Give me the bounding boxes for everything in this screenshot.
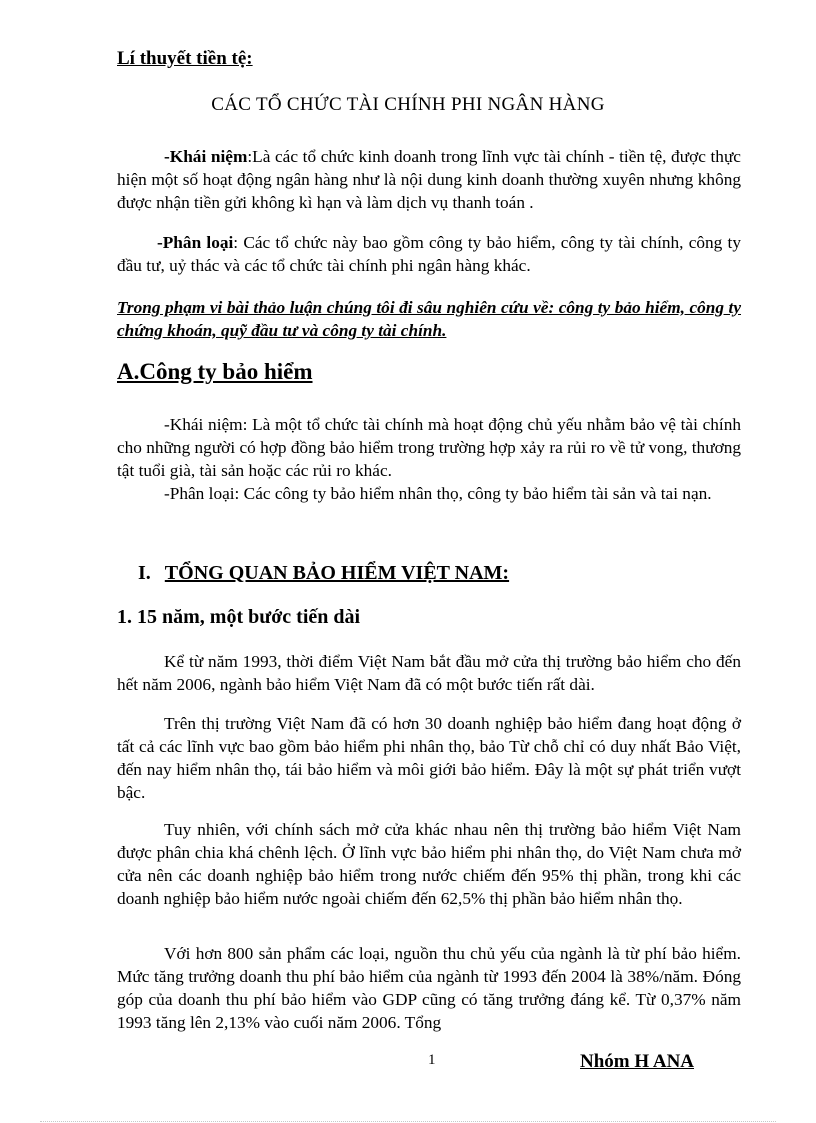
scope-paragraph: Trong phạm vi bài thảo luận chúng tôi đi sâu nghiên cứu về: công ty bảo hiểm, công ty chứng khoán, quỹ đầu tư và công ty tài chính. <box>117 298 741 340</box>
classification-paragraph <box>117 231 741 277</box>
section-a-classification: -Phân loại: Các công ty bảo hiểm nhân thọ, công ty bảo hiểm tài sản và tai nạn. <box>164 484 712 503</box>
paragraph-4: Với hơn 800 sản phẩm các loại, nguồn thu chủ yếu của ngành là từ phí bảo hiểm. Mức tăng trưởng doanh thu phí bảo hiểm của ngành từ 1993 đến 2004 là 38%/năm. Đóng góp của doanh thu phí bảo hiểm vào GDP cũng có tăng trưởng đáng kể. Từ 0,37% năm 1993 tăng lên 2,13% vào cuối năm 2006. Tổng <box>117 944 741 1032</box>
section-i-number: I. <box>138 562 151 584</box>
page-bottom-divider <box>40 1121 776 1122</box>
classification-text: : Các tổ chức này bao gồm công ty bảo hiểm, công ty tài chính, công ty đầu tư, uỷ thác và các tổ chức tài chính phi ngân hàng khác. <box>117 233 741 275</box>
group-name: Nhóm H ANA <box>580 1051 695 1072</box>
concept-label: -Khái niệm <box>164 147 248 166</box>
section-a-title: A.Công ty bảo hiểm <box>117 359 313 384</box>
classification-label: -Phân loại <box>157 233 234 252</box>
section-i-heading <box>138 562 509 585</box>
paragraph-3: Tuy nhiên, với chính sách mở cửa khác nhau nên thị trường bảo hiểm Việt Nam được phân chia khá chênh lệch. Ở lĩnh vực bảo hiểm phi nhân thọ, do Việt Nam chưa mở cửa nên các doanh nghiệp bảo hiểm trong nước chiếm đến 95% thị phần, trong khi các doanh nghiệp bảo hiểm nước ngoài chiếm đến 62,5% thị phần bảo hiểm nhân thọ. <box>117 820 741 908</box>
document-title: CÁC TỔ CHỨC TÀI CHÍNH PHI NGÂN HÀNG <box>211 94 605 115</box>
section-i-title: TỔNG QUAN BẢO HIỂM VIỆT NAM: <box>164 562 510 584</box>
concept-text: :Là các tổ chức kinh doanh trong lĩnh vực tài chính - tiền tệ, được thực hiện một số hoạt động ngân hàng như là nội dung kinh doanh thường xuyên nhưng không được nhận tiền gửi không kì hạn và làm dịch vụ thanh toán . <box>117 147 741 212</box>
concept-paragraph <box>117 145 741 214</box>
subject-heading: Lí thuyết tiền tệ: <box>117 48 253 69</box>
page-number: 1 <box>428 1052 436 1068</box>
paragraph-2: Trên thị trường Việt Nam đã có hơn 30 doanh nghiệp bảo hiểm đang hoạt động ở tất cả các lĩnh vực bao gồm bảo hiểm phi nhân thọ, bảo Từ chỗ chỉ có duy nhất Bảo Việt, đến nay hiểm nhân thọ, tái bảo hiểm và môi giới bảo hiểm. Đây là một sự phát triển vượt bậc. <box>117 714 741 802</box>
section-a-concept: -Khái niệm: Là một tổ chức tài chính mà hoạt động chủ yếu nhằm bảo vệ tài chính cho những người có hợp đồng bảo hiểm trong trường hợp xảy ra rủi ro về tử vong, thương tật tuổi già, tài sản hoặc các rủi ro khác. <box>117 415 741 480</box>
paragraph-1: Kể từ năm 1993, thời điểm Việt Nam bắt đầu mở cửa thị trường bảo hiểm cho đến hết năm 2006, ngành bảo hiểm Việt Nam đã có một bước tiến rất dài. <box>117 652 741 694</box>
section-1-heading: 1. 15 năm, một bước tiến dài <box>117 606 361 628</box>
